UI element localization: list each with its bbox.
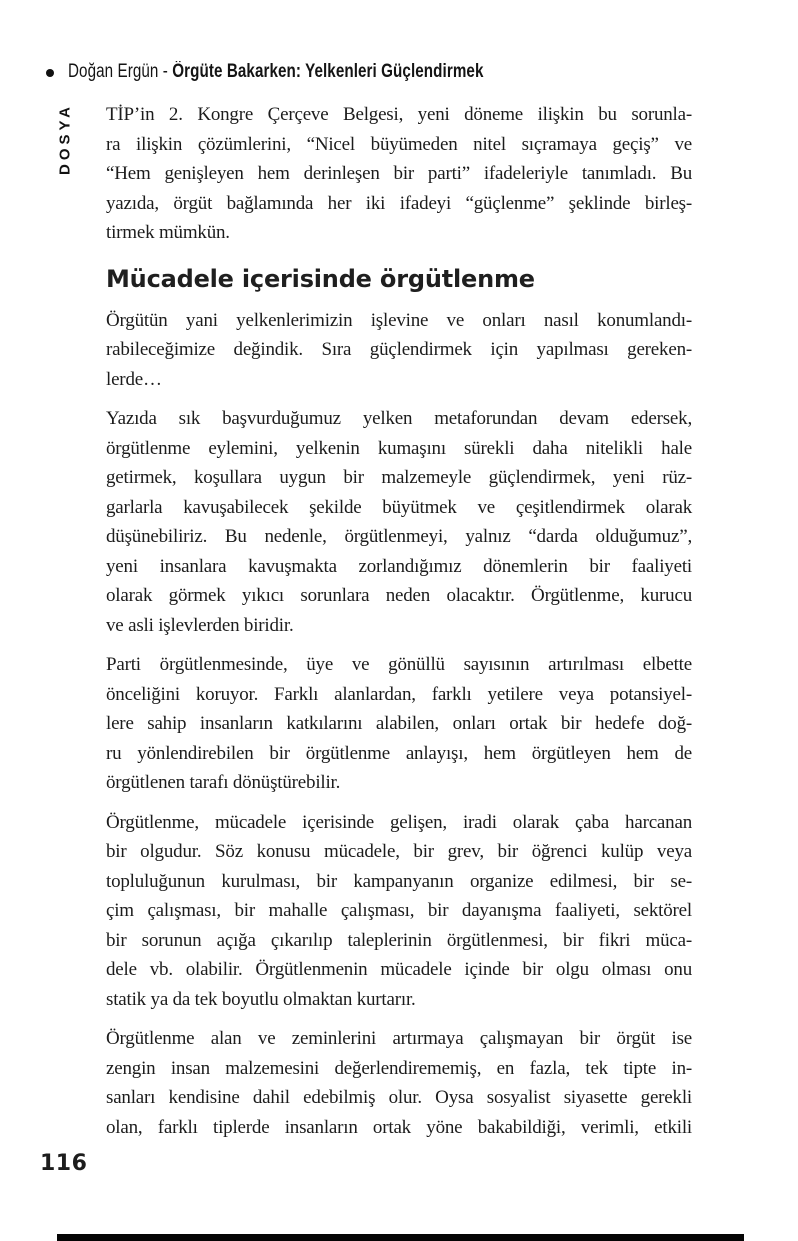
header-article-title: Örgüte Bakarken: Yelkenleri Güçlendirmek	[172, 61, 484, 82]
side-label-dosya: DOSYA	[56, 103, 74, 175]
text-line: örgütlenen tarafı dönüştürebilir.	[106, 772, 341, 793]
text-line: topluluğunun kurulması, bir kampanyanın organize edilmesi, bir se-	[106, 870, 692, 892]
text-line: Parti örgütlenmesinde, üye ve gönüllü sayısının artırılması elbette	[106, 654, 692, 675]
text-line: olarak görmek yıkıcı sorunlara neden olacaktır. Örgütlenme, kurucu	[106, 585, 692, 606]
footer-bar	[57, 1234, 744, 1241]
text-line: çim çalışması, bir mahalle çalışması, bir dayanışma faaliyeti, sektörel	[106, 900, 692, 921]
text-line: Örgütün yani yelkenlerimizin işlevine ve onları nasıl konumlandı-	[106, 309, 692, 331]
text-line: Örgütlenme alan ve zeminlerini artırmaya çalışmayan bir örgüt ise	[106, 1028, 692, 1049]
text-line: lerde…	[106, 368, 162, 390]
intro-paragraph-group	[106, 100, 692, 248]
text-line: getirmek, koşullara uygun bir malzemeyle güçlendirmek, yeni rüz-	[106, 467, 692, 488]
paragraph	[106, 650, 692, 798]
text-line: bir sorunun açığa çıkarılıp taleplerinin örgütlenmesi, bir fikri müca-	[106, 929, 692, 951]
text-line: örgütlenme eylemini, yelkenin kumaşını sürekli daha nitelikli hale	[106, 437, 692, 459]
text-line: olan, farklı tiplerde insanların ortak yöne bakabildiği, verimli, etkili	[106, 1116, 692, 1138]
text-line: tirmek mümkün.	[106, 222, 230, 243]
page-content	[106, 100, 692, 1152]
paragraph	[106, 100, 692, 248]
text-line: dele vb. olabilir. Örgütlenmenin mücadele içinde bir olgu olması onu	[106, 959, 692, 980]
text-line: ru yönlendirebilen bir örgütlenme anlayışı, hem örgütleyen hem de	[106, 742, 692, 764]
bullet-icon	[46, 69, 54, 77]
running-header-text	[68, 62, 483, 82]
paragraph	[106, 1024, 692, 1142]
page-number: 116	[40, 1151, 88, 1176]
text-line: lere sahip insanların katkılarını alabilen, onları ortak bir hedefe doğ-	[106, 713, 692, 734]
section-paragraph-group	[106, 306, 692, 1143]
paragraph	[106, 808, 692, 1015]
text-line: “Hem genişleyen hem derinleşen bir parti” ifadeleriyle tanımladı. Bu	[106, 163, 692, 184]
text-line: sanları kendisine dahil edebilmiş olur. Oysa sosyalist siyasette gerekli	[106, 1087, 692, 1108]
text-line: Yazıda sık başvurduğumuz yelken metaforundan devam edersek,	[106, 408, 692, 429]
text-line: ra ilişkin çözümlerini, “Nicel büyümeden nitel sıçramaya geçiş” ve	[106, 133, 692, 155]
section-heading: Mücadele içerisinde örgütlenme	[106, 264, 535, 293]
paragraph	[106, 306, 692, 395]
text-line: yazıda, örgüt bağlamında her iki ifadeyi “güçlenme” şeklinde birleş-	[106, 192, 692, 214]
header-author: Doğan Ergün -	[68, 61, 173, 82]
text-line: TİP’in 2. Kongre Çerçeve Belgesi, yeni döneme ilişkin bu sorunla-	[106, 104, 692, 125]
running-header	[46, 62, 587, 82]
text-line: önceliğini koruyor. Farklı alanlardan, farklı yetilere veya potansiyel-	[106, 683, 692, 705]
paragraph	[106, 404, 692, 640]
text-line: statik ya da tek boyutlu olmaktan kurtarır.	[106, 988, 416, 1010]
text-line: rabileceğimize değindik. Sıra güçlendirmek için yapılması gereken-	[106, 339, 692, 360]
text-line: garlarla kavuşabilecek şekilde büyütmek ve çeşitlendirmek olarak	[106, 496, 692, 518]
text-line: yeni insanlara kavuşmakta zorlandığımız dönemlerin bir faaliyeti	[106, 555, 692, 577]
text-line: zengin insan malzemesini değerlendirememiş, en fazla, tek tipte in-	[106, 1057, 692, 1079]
text-line: ve asli işlevlerden biridir.	[106, 614, 294, 636]
text-line: düşünebiliriz. Bu nedenle, örgütlenmeyi, yalnız “darda olduğumuz”,	[106, 526, 692, 547]
text-line: bir olgudur. Söz konusu mücadele, bir grev, bir öğrenci kulüp veya	[106, 841, 692, 862]
text-line: Örgütlenme, mücadele içerisinde gelişen, iradi olarak çaba harcanan	[106, 811, 692, 833]
